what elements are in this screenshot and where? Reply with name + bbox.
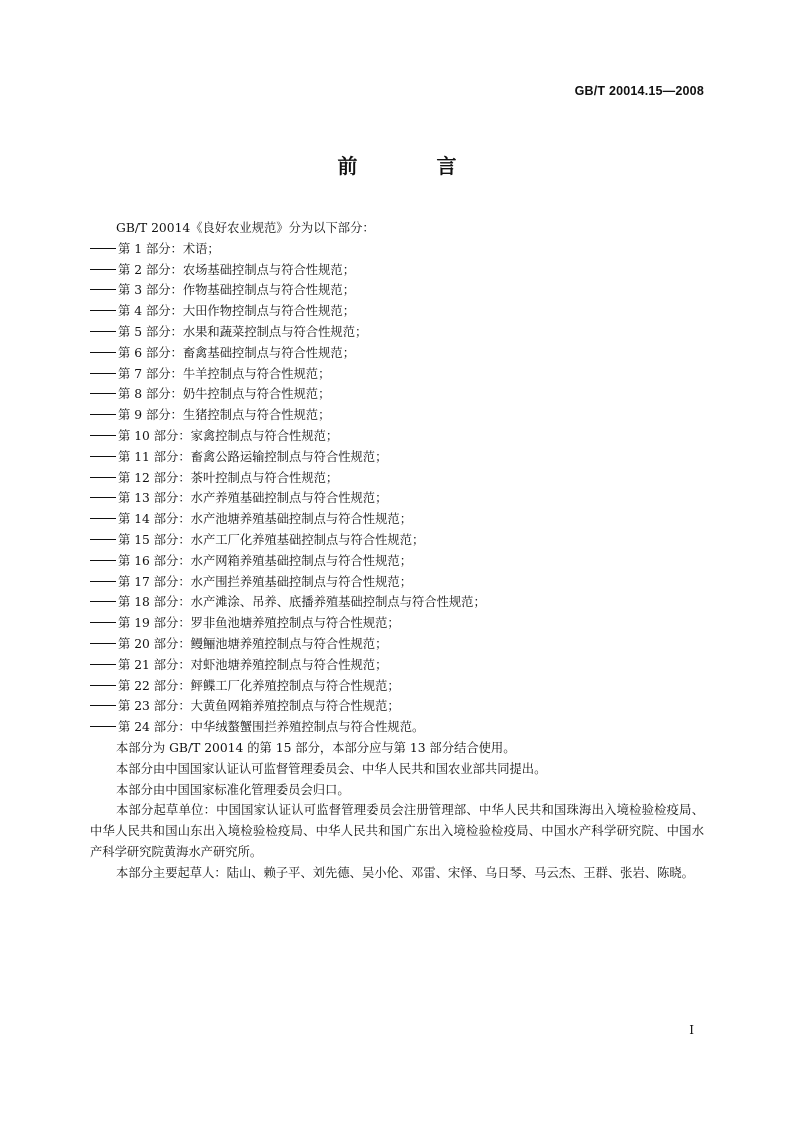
list-item: 第 20 部分：鳗鲡池塘养殖控制点与符合性规范； <box>90 634 704 655</box>
paragraph-scope: 本部分为 GB/T 20014 的第 15 部分，本部分应与第 13 部分结合使用。 <box>116 740 516 755</box>
em-dash-mark <box>90 373 116 374</box>
list-item: 第 22 部分：鲆鲽工厂化养殖控制点与符合性规范； <box>90 676 704 697</box>
standard-code: GB/T 20014.15—2008 <box>574 84 704 98</box>
list-item: 第 4 部分：大田作物控制点与符合性规范； <box>90 301 704 322</box>
em-dash-mark <box>90 310 116 311</box>
list-item: 第 14 部分：水产池塘养殖基础控制点与符合性规范； <box>90 509 704 530</box>
em-dash-mark <box>90 393 116 394</box>
paragraph-proposer: 本部分由中国国家认证认可监督管理委员会、中华人民共和国农业部共同提出。 <box>116 761 547 776</box>
em-dash-mark <box>90 414 116 415</box>
list-item: 第 17 部分：水产围拦养殖基础控制点与符合性规范； <box>90 572 704 593</box>
list-item: 第 13 部分：水产养殖基础控制点与符合性规范； <box>90 488 704 509</box>
list-item: 第 6 部分：畜禽基础控制点与符合性规范； <box>90 343 704 364</box>
em-dash-mark <box>90 289 116 290</box>
list-item: 第 19 部分：罗非鱼池塘养殖控制点与符合性规范； <box>90 613 704 634</box>
em-dash-mark <box>90 456 116 457</box>
list-item: 第 8 部分：奶牛控制点与符合性规范； <box>90 384 704 405</box>
em-dash-mark <box>90 560 116 561</box>
list-item: 第 23 部分：大黄鱼网箱养殖控制点与符合性规范； <box>90 696 704 717</box>
list-item: 第 2 部分：农场基础控制点与符合性规范； <box>90 260 704 281</box>
list-item: 第 5 部分：水果和蔬菜控制点与符合性规范； <box>90 322 704 343</box>
list-item: 第 7 部分：牛羊控制点与符合性规范； <box>90 364 704 385</box>
list-item: 第 16 部分：水产网箱养殖基础控制点与符合性规范； <box>90 551 704 572</box>
list-item: 第 10 部分：家禽控制点与符合性规范； <box>90 426 704 447</box>
list-item: 第 12 部分：茶叶控制点与符合性规范； <box>90 468 704 489</box>
em-dash-mark <box>90 664 116 665</box>
em-dash-mark <box>90 581 116 582</box>
em-dash-mark <box>90 685 116 686</box>
paragraph-drafting-units: 本部分起草单位：中国国家认证认可监督管理委员会注册管理部、中华人民共和国珠海出入境检验检疫局、中华人民共和国山东出入境检验检疫局、中华人民共和国广东出入境检验检疫局、中国水产科学研究院、中国水产科学研究院黄海水产研究所。 <box>90 803 704 859</box>
em-dash-mark <box>90 539 116 540</box>
list-item: 第 21 部分：对虾池塘养殖控制点与符合性规范； <box>90 655 704 676</box>
em-dash-mark <box>90 601 116 602</box>
em-dash-mark <box>90 726 116 727</box>
list-item: 第 11 部分：畜禽公路运输控制点与符合性规范； <box>90 447 704 468</box>
em-dash-mark <box>90 248 116 249</box>
paragraph-centralized: 本部分由中国国家标准化管理委员会归口。 <box>116 782 350 797</box>
em-dash-mark <box>90 352 116 353</box>
paragraph-drafters: 本部分主要起草人：陆山、赖子平、刘先德、吴小伦、邓雷、宋怿、乌日琴、马云杰、王群、张岩、陈晓。 <box>116 865 694 880</box>
page-number: I <box>689 1023 694 1037</box>
em-dash-mark <box>90 622 116 623</box>
em-dash-mark <box>90 435 116 436</box>
intro-line: GB/T 20014《良好农业规范》分为以下部分： <box>116 221 375 235</box>
list-item: 第 24 部分：中华绒螯蟹围拦养殖控制点与符合性规范。 <box>90 717 704 738</box>
list-item: 第 15 部分：水产工厂化养殖基础控制点与符合性规范； <box>90 530 704 551</box>
page-title: 前 言 <box>337 154 493 178</box>
em-dash-mark <box>90 477 116 478</box>
list-item: 第 3 部分：作物基础控制点与符合性规范； <box>90 280 704 301</box>
list-item: 第 1 部分：术语； <box>90 239 704 260</box>
list-item: 第 9 部分：生猪控制点与符合性规范； <box>90 405 704 426</box>
em-dash-mark <box>90 705 116 706</box>
em-dash-mark <box>90 518 116 519</box>
em-dash-mark <box>90 331 116 332</box>
em-dash-mark <box>90 497 116 498</box>
em-dash-mark <box>90 643 116 644</box>
parts-list <box>90 239 704 738</box>
foreword-body <box>90 218 704 884</box>
em-dash-mark <box>90 269 116 270</box>
list-item: 第 18 部分：水产滩涂、吊养、底播养殖基础控制点与符合性规范； <box>90 592 704 613</box>
